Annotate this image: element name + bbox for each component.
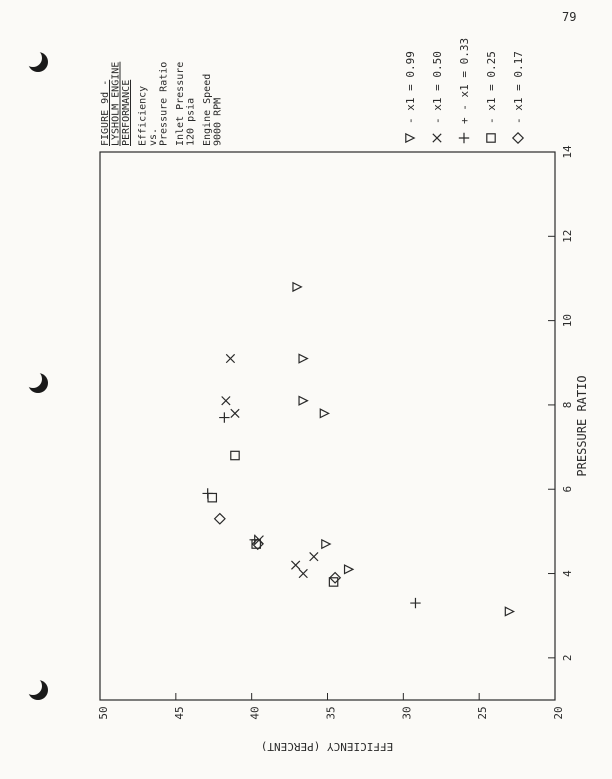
binder-hole-top xyxy=(24,49,48,72)
legend-label: + - x1 = 0.33 xyxy=(458,37,471,124)
binder-hole-middle xyxy=(24,370,48,393)
data-point-x xyxy=(291,561,299,569)
caption-line: 9000 RPM xyxy=(212,97,224,146)
caption-line: Inlet Pressure xyxy=(175,61,186,146)
page-number: 79 xyxy=(562,10,577,24)
y-tick-label: 25 xyxy=(476,706,490,720)
binder-hole-bottom xyxy=(24,677,48,700)
caption-line: LYSHOLM ENGINE xyxy=(110,61,122,146)
caption-line: PERFORMANCE xyxy=(121,79,132,146)
caption-line: Pressure Ratio xyxy=(158,61,170,146)
x-tick-label: 8 xyxy=(561,401,574,409)
legend-marker-square xyxy=(487,134,495,142)
data-point-triangle-down xyxy=(299,397,307,405)
y-tick-label: 30 xyxy=(400,706,414,720)
data-point-triangle-down xyxy=(293,283,301,291)
data-marks xyxy=(202,283,513,616)
figure-caption xyxy=(100,62,224,146)
data-point-square xyxy=(231,451,239,459)
y-axis-title: EFFICIENCY (PERCENT) xyxy=(260,740,394,753)
legend xyxy=(404,38,525,143)
legend-marker-x xyxy=(433,134,441,142)
data-point-triangle-down xyxy=(505,607,513,615)
legend-label: - x1 = 0.17 xyxy=(512,51,525,124)
x-tick-label: 12 xyxy=(561,229,574,243)
data-point-x xyxy=(310,552,318,560)
data-point-x xyxy=(299,569,307,577)
data-point-triangle-down xyxy=(345,565,353,573)
data-point-triangle-down xyxy=(320,409,328,417)
data-point-x xyxy=(226,354,234,362)
y-tick-label: 50 xyxy=(97,706,110,720)
y-tick-label: 35 xyxy=(324,706,338,720)
legend-label: - x1 = 0.25 xyxy=(485,51,498,124)
data-point-x xyxy=(231,409,239,417)
axis-ticks xyxy=(97,145,574,720)
caption-line: FIGURE 9d - xyxy=(100,79,111,146)
x-tick-label: 10 xyxy=(561,313,574,328)
y-tick-label: 45 xyxy=(172,706,186,720)
data-point-plus xyxy=(219,412,229,422)
y-tick-label: 20 xyxy=(552,706,565,720)
x-tick-label: 4 xyxy=(561,570,574,577)
x-tick-label: 14 xyxy=(561,145,574,159)
legend-label: - x1 = 0.99 xyxy=(404,51,417,124)
data-point-x xyxy=(222,397,230,405)
x-tick-label: 2 xyxy=(561,654,574,662)
plot-frame xyxy=(100,152,555,700)
x-axis-title: PRESSURE RATIO xyxy=(575,375,589,477)
legend-marker-diamond xyxy=(513,133,523,143)
x-tick-label: 6 xyxy=(561,485,574,493)
y-tick-label: 40 xyxy=(248,706,262,720)
data-point-diamond xyxy=(215,514,225,524)
caption-line: Engine Speed xyxy=(202,73,213,146)
data-point-triangle-down xyxy=(322,540,330,548)
caption-line: vs. xyxy=(148,127,159,146)
caption-line: Efficiency xyxy=(137,85,149,146)
legend-marker-plus xyxy=(459,133,469,143)
legend-marker-triangle-down xyxy=(406,134,414,142)
caption-line: 120 psia xyxy=(185,97,197,146)
data-point-triangle-down xyxy=(299,354,307,362)
legend-label: - x1 = 0.50 xyxy=(431,51,444,124)
data-point-plus xyxy=(410,598,420,608)
data-point-square xyxy=(208,493,216,501)
